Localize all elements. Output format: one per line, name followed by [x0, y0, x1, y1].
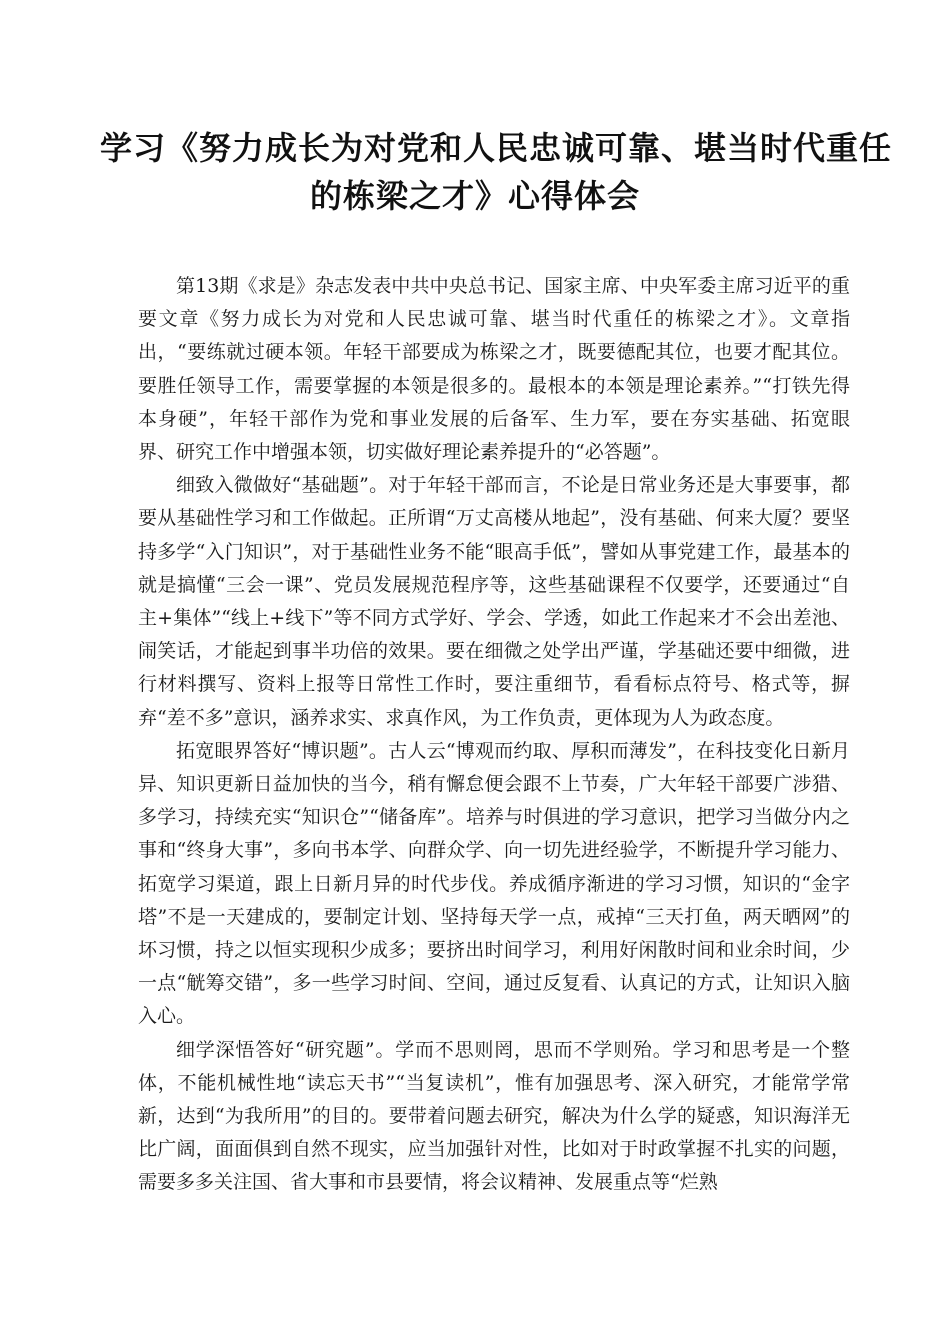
paragraph-broad-knowledge: 拓宽眼界答好“博识题”。古人云“博观而约取、厚积而薄发”，在科技变化日新月异、知识更新日益加快的当今，稍有懈怠便会跟不上节奏，广大年轻干部要广涉猎、多学习，持续充实“知识仓”“储备库”。培养与时俱进的学习意识，把学习当做分内之事和“终身大事”，多向书本学、向群众学、向一切先进经验学，不断提升学习能力、拓宽学习渠道，跟上日新月异的时代步伐。养成循序渐进的学习习惯，知识的“金字塔”不是一天建成的，要制定计划、坚持每天学一点，戒掉“三天打鱼，两天晒网”的坏习惯，持之以恒实现积少成多；要挤出时间学习，利用好闲散时间和业余时间，少一点“觥筹交错”，多一些学习时间、空间，通过反复看、认真记的方式，让知识入脑入心。	[138, 739, 850, 1028]
title-line-1: 学习《努力成长为对党和人民忠诚可靠、堪当时代重任	[100, 129, 893, 167]
title-line-2: 的栋梁之才》心得体会	[309, 177, 640, 215]
document-body	[138, 270, 850, 1200]
paragraph-intro: 第13期《求是》杂志发表中共中央总书记、国家主席、中央军委主席习近平的重要文章《努力成长为对党和人民忠诚可靠、堪当时代重任的栋梁之才》。文章指出，“要练就过硬本领。年轻干部要成为栋梁之才，既要德配其位，也要才配其位。要胜任领导工作，需要掌握的本领是很多的。最根本的本领是理论素养。”“打铁先得本身硬”，年轻干部作为党和事业发展的后备军、生力军，要在夯实基础、拓宽眼界、研究工作中增强本领，切实做好理论素养提升的“必答题”。	[138, 275, 850, 464]
paragraph-basic-questions: 细致入微做好“基础题”。对于年轻干部而言，不论是日常业务还是大事要事，都要从基础性学习和工作做起。正所谓“万丈高楼从地起”，没有基础、何来大厦？要坚持多学“入门知识”，对于基础性业务不能“眼高手低”，譬如从事党建工作，最基本的就是搞懂“三会一课”、党员发展规范程序等，这些基础课程不仅要学，还要通过“自主+集体”“线上+线下”等不同方式学好、学会、学透，如此工作起来才不会出差池、闹笑话，才能起到事半功倍的效果。要在细微之处学出严谨，学基础还要中细微，进行材料撰写、资料上报等日常性工作时，要注重细节，看看标点符号、格式等，摒弃“差不多”意识，涵养求实、求真作风，为工作负责，更体现为人为政态度。	[138, 474, 850, 729]
document-title	[100, 124, 893, 220]
paragraph-research-questions: 细学深悟答好“研究题”。学而不思则罔，思而不学则殆。学习和思考是一个整体，不能机械性地“读忘天书”“当复读机”，惟有加强思考、深入研究，才能常学常新，达到“为我所用”的目的。要带着问题去研究，解决为什么学的疑惑，知识海洋无比广阔，面面俱到自然不现实，应当加强针对性，比如对于时政掌握不扎实的问题，需要多多关注国、省大事和市县要情，将会议精神、发展重点等“烂熟	[138, 1038, 850, 1194]
